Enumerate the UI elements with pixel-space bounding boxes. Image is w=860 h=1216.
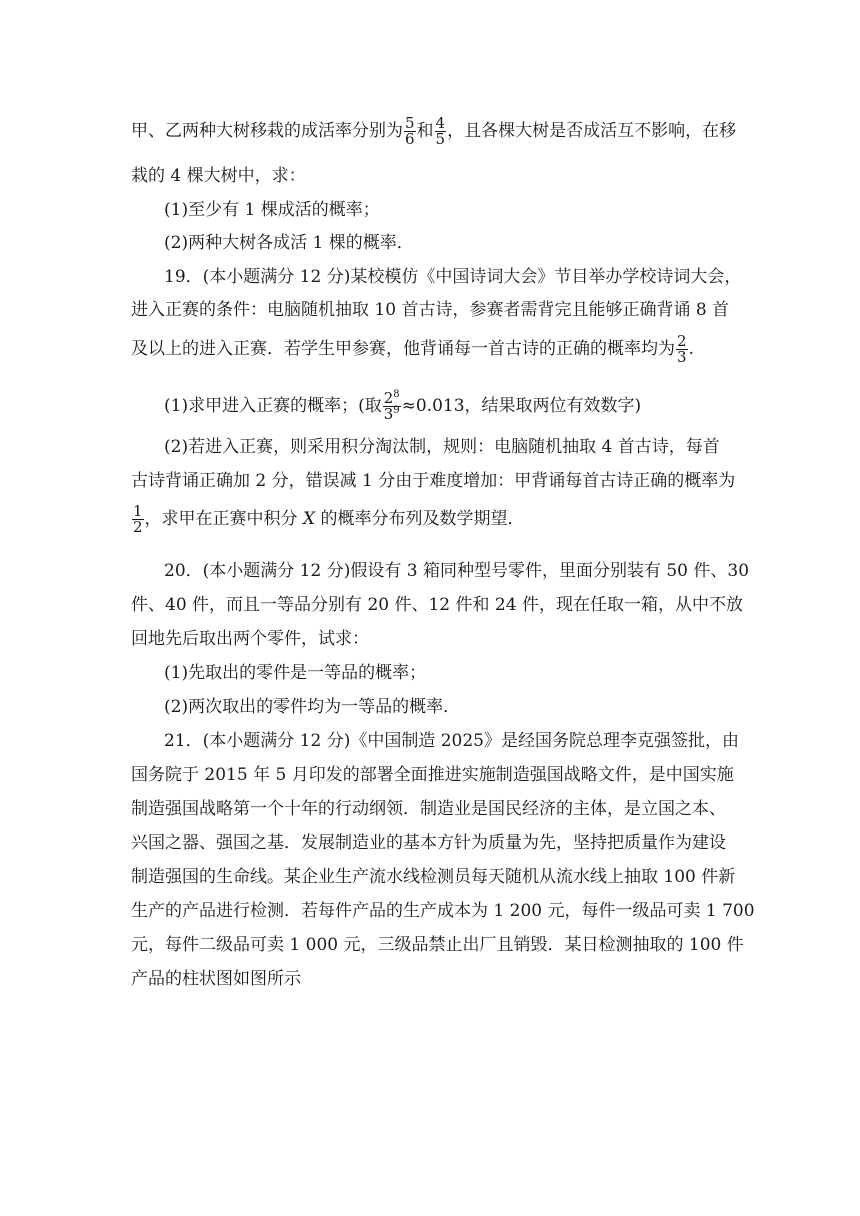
q19-text: ≈0.013，结果取两位有效数字) [401, 396, 642, 416]
q21-line-2: 国务院于 2015 年 5 月印发的部署全面推进实施制造强国战略文件，是中国实施 [131, 765, 734, 785]
fraction-denominator: 3 [677, 348, 687, 366]
exponent: 9 [393, 405, 400, 416]
exponent: 8 [393, 389, 400, 400]
q21-line-7: 元，每件二级品可卖 1 000 元，三级品禁止出厂且销毁．某日检测抽取的 100 件 [131, 935, 744, 955]
q18-part-2: (2)两种大树各成活 1 棵的概率． [164, 233, 414, 253]
fraction-denominator: 5 [435, 130, 446, 148]
q19-text: (1)求甲进入正赛的概率；(取 [164, 396, 382, 416]
q18-text: 和 [416, 121, 434, 141]
q19-text: 的概率分布列及数学期望． [315, 509, 525, 529]
fraction-2-3 [676, 334, 688, 365]
q18-text: ，且各棵大树是否成活互不影响，在移 [447, 121, 737, 141]
q21-line-5: 制造强国的生命线。某企业生产流水线检测员每天随机从流水线上抽取 100 件新 [131, 867, 736, 887]
fraction-denominator: 6 [405, 130, 415, 148]
q19-text: ，求甲在正赛中积分 [144, 509, 303, 529]
q21-line-6: 生产的产品进行检测．若每件产品的生产成本为 1 200 元，每件一级品可卖 1 700 [131, 901, 755, 921]
base: 2 [383, 389, 394, 407]
fraction-4-5 [435, 116, 447, 147]
fraction-1-2 [132, 504, 144, 535]
fraction-numerator: 1 [133, 502, 143, 520]
q19-part-2-line-3 [131, 504, 731, 535]
q19-line-3 [131, 334, 731, 365]
fraction-denominator [383, 407, 401, 422]
base: 3 [383, 405, 394, 423]
fraction-5-6 [404, 116, 416, 147]
q19-part-1 [164, 391, 764, 422]
variable-x: X [302, 509, 316, 529]
q20-line-2: 件、40 件，而且一等品分别有 20 件、12 件和 24 件，现在任取一箱，从中不放 [131, 595, 743, 615]
q21-line-4: 兴国之器、强国之基．发展制造业的基本方针为质量为先，坚持把质量作为建设 [131, 833, 726, 853]
fraction-denominator: 2 [133, 518, 143, 536]
q19-line-2: 进入正赛的条件：电脑随机抽取 10 首古诗，参赛者需背完且能够正确背诵 8 首 [131, 300, 730, 320]
q21-line-8: 产品的柱状图如图所示 [131, 969, 301, 989]
q19-part-2-line-2: 古诗背诵正确加 2 分，错误减 1 分由于难度增加：甲背诵每首古诗正确的概率为 [131, 471, 736, 491]
q20-line-1: 20．(本小题满分 12 分)假设有 3 箱同种型号零件，里面分别装有 50 件、30 [164, 561, 750, 581]
q21-line-3: 制造强国战略第一个十年的行动纲领．制造业是国民经济的主体，是立国之本、 [131, 799, 726, 819]
q20-line-3: 回地先后取出两个零件，试求： [131, 629, 369, 649]
q20-part-1: (1)先取出的零件是一等品的概率； [164, 663, 427, 683]
q18-part-1: (1)至少有 1 棵成活的概率； [164, 200, 380, 220]
fraction-numerator: 4 [435, 114, 446, 132]
q20-part-2: (2)两次取出的零件均为一等品的概率． [164, 697, 461, 717]
q19-line-1: 19．(本小题满分 12 分)某校模仿《中国诗词大会》节目举办学校诗词大会， [164, 267, 742, 287]
q18-line-2: 栽的 4 棵大树中，求： [131, 166, 306, 186]
q21-line-1: 21．(本小题满分 12 分)《中国制造 2025》是经国务院总理李克强签批，由 [164, 731, 740, 751]
q19-part-2-line-1: (2)若进入正赛，则采用积分淘汰制，规则：电脑随机抽取 4 首古诗，每首 [164, 437, 720, 457]
q18-text: 甲、乙两种大树移栽的成活率分别为 [131, 121, 403, 141]
fraction-2pow8-3pow9 [383, 391, 401, 422]
q18-line-1 [131, 114, 737, 148]
fraction-numerator: 5 [405, 114, 415, 132]
q19-text: . [688, 339, 694, 359]
q19-text: 及以上的进入正赛．若学生甲参赛，他背诵每一首古诗的正确的概率均为 [131, 339, 675, 359]
fraction-numerator: 2 [677, 332, 687, 350]
